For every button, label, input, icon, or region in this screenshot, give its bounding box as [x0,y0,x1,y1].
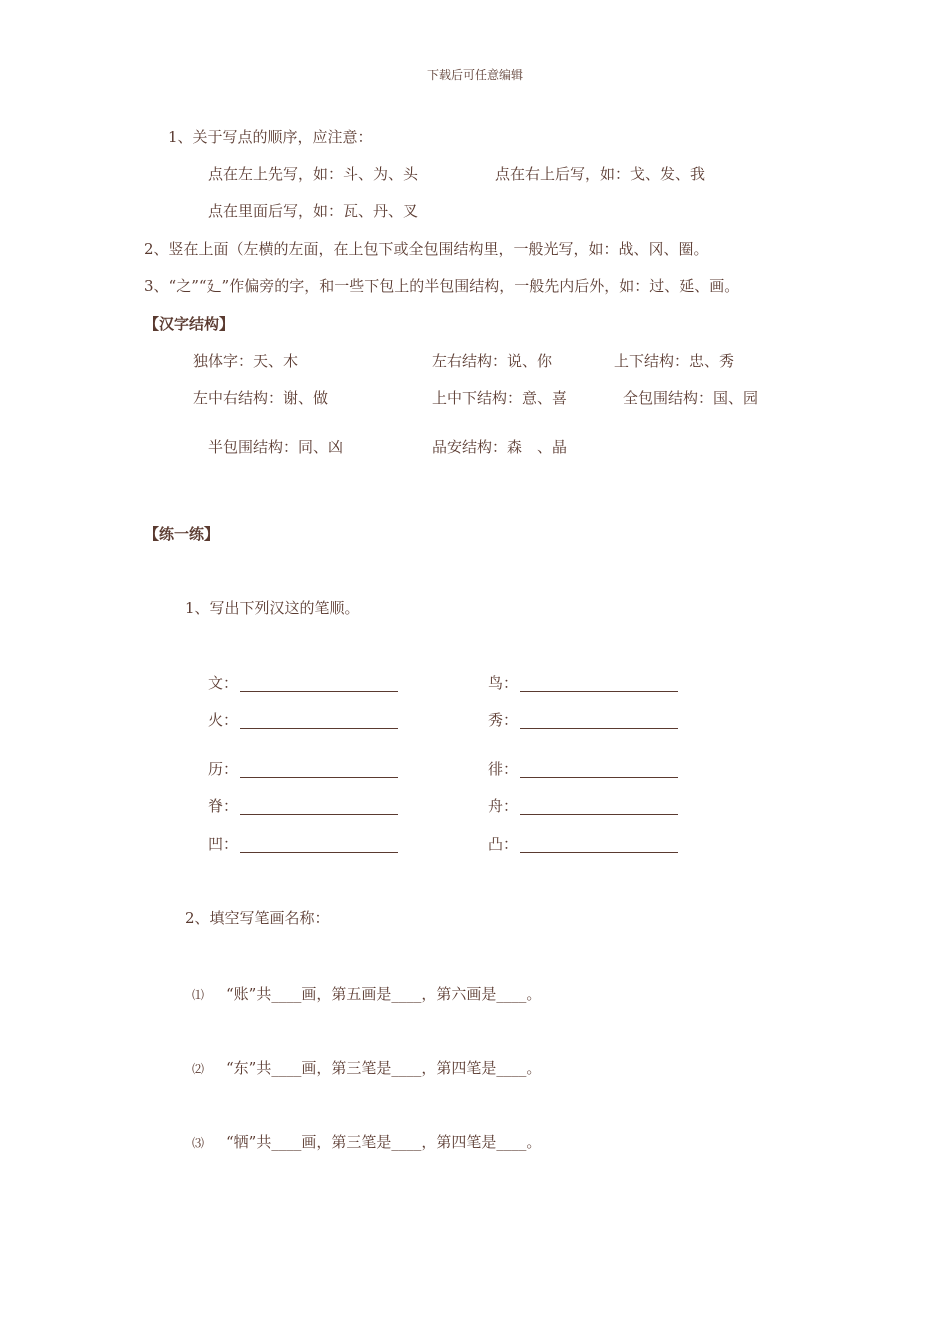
rule-1-a: 点在左上先写，如：斗、为、头 [208,165,419,183]
structure-heading: 【汉字结构】 [144,315,235,333]
practice-heading: 【练一练】 [144,525,220,543]
answer-blank[interactable] [520,675,678,692]
char-label: 文： [208,674,239,692]
structure-item: 上中下结构：意、喜 [432,389,568,407]
fill-blank-question: “东”共____画，第三笔是____，第四笔是____。 [226,1059,542,1077]
answer-blank[interactable] [520,761,678,778]
char-label: 火： [208,711,239,729]
answer-blank[interactable] [520,712,678,729]
structure-item: 独体字：天、木 [193,352,299,370]
structure-item: 半包围结构：同、凶 [208,438,344,456]
char-label: 秀： [488,711,519,729]
answer-blank[interactable] [520,798,678,815]
char-label: 徘： [488,760,519,778]
practice-q1-title: 1、写出下列汉这的笔顺。 [185,599,360,617]
structure-item: 左中右结构：谢、做 [193,389,329,407]
question-number: ⑴ [192,988,205,1002]
page-header: 下载后可任意编辑 [426,68,523,82]
rule-1-b: 点在右上后写，如：戈、发、我 [495,165,706,183]
stroke-order-row [208,797,398,815]
stroke-order-row [488,760,678,778]
answer-blank[interactable] [520,836,678,853]
fill-blank-question: “牺”共____画，第三笔是____，第四笔是____。 [226,1133,542,1151]
structure-item: 上下结构：忠、秀 [614,352,735,370]
structure-item: 左右结构：说、你 [432,352,553,370]
question-number: ⑶ [192,1136,205,1150]
rule-3: 3、“之”“廴”作偏旁的字，和一些下包上的半包围结构，一般先内后外，如：过、延、画。 [144,277,740,295]
stroke-order-row [488,797,678,815]
stroke-order-row [208,835,398,853]
rule-2: 2、竖在上面（左横的左面，在上包下或全包围结构里，一般光写，如：战、冈、圈。 [144,240,709,258]
rule-1-title: 1、关于写点的顺序，应注意： [168,128,373,146]
stroke-order-row [488,835,678,853]
structure-item: 全包围结构：国、园 [623,389,759,407]
stroke-order-row [208,674,398,692]
answer-blank[interactable] [240,836,398,853]
stroke-order-row [208,711,398,729]
practice-q2-title: 2、填空写笔画名称： [185,909,330,927]
char-label: 脊： [208,797,239,815]
answer-blank[interactable] [240,798,398,815]
char-label: 凹： [208,835,239,853]
char-label: 舟： [488,797,519,815]
answer-blank[interactable] [240,712,398,729]
char-label: 鸟： [488,674,519,692]
stroke-order-row [488,711,678,729]
stroke-order-row [208,760,398,778]
rule-1-c: 点在里面后写，如：瓦、丹、叉 [208,202,419,220]
structure-item: 品安结构：森 、晶 [432,438,568,456]
char-label: 凸： [488,835,519,853]
fill-blank-question: “账”共____画，第五画是____，第六画是____。 [226,985,542,1003]
stroke-order-row [488,674,678,692]
answer-blank[interactable] [240,675,398,692]
question-number: ⑵ [192,1062,205,1076]
answer-blank[interactable] [240,761,398,778]
char-label: 历： [208,760,239,778]
